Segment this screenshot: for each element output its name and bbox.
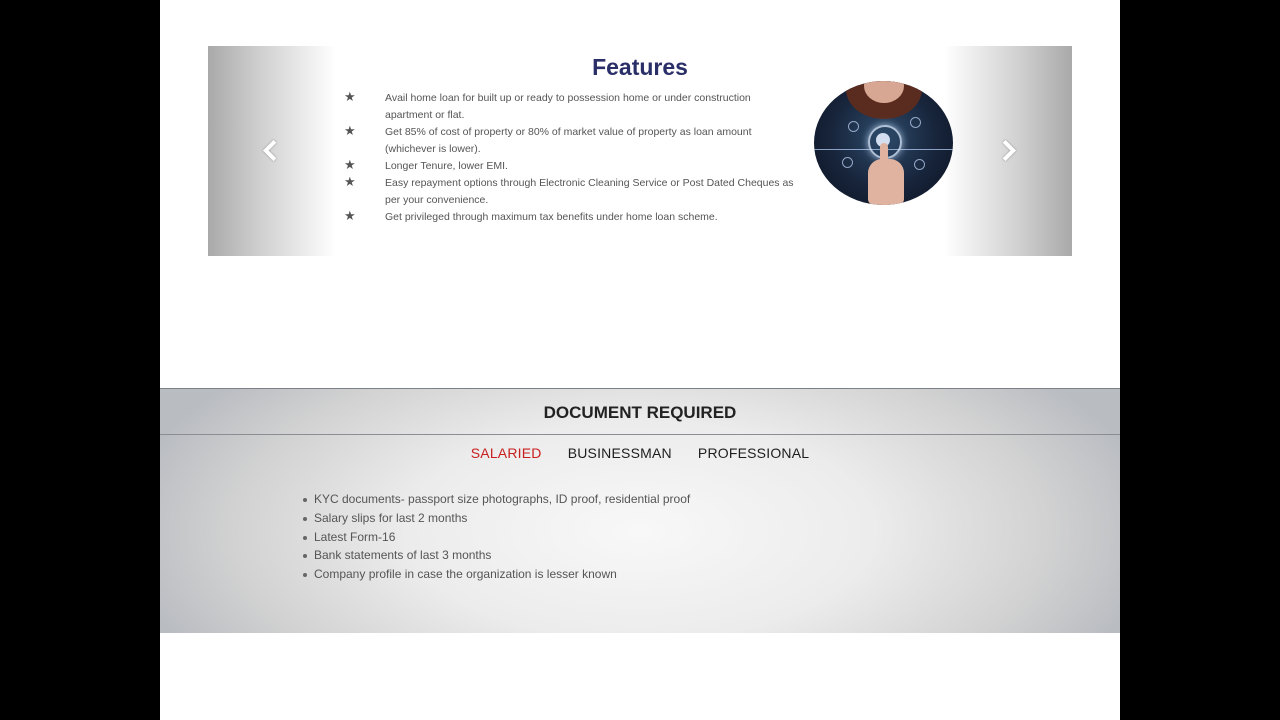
photo-dot: [848, 121, 859, 132]
star-icon: ★: [344, 208, 356, 223]
list-item: Salary slips for last 2 months: [302, 509, 690, 528]
star-icon: ★: [344, 89, 356, 104]
tab-salaried[interactable]: SALARIED: [470, 445, 542, 461]
feature-list: [344, 90, 794, 226]
list-item: KYC documents- passport size photographs, ID proof, residential proof: [302, 490, 690, 509]
chevron-left-icon: [263, 140, 284, 161]
divider: [160, 434, 1120, 435]
page: [160, 0, 1120, 720]
list-item: Latest Form-16: [302, 528, 690, 547]
documents-section: [160, 388, 1120, 633]
list-item: Bank statements of last 3 months: [302, 546, 690, 565]
photo-dot: [842, 157, 853, 168]
documents-title: DOCUMENT REQUIRED: [543, 403, 737, 422]
photo-dot: [914, 159, 925, 170]
list-item: ★ Easy repayment options through Electronic Cleaning Service or Post Dated Cheques as per your convenience.: [344, 174, 794, 206]
documents-tabs: [160, 445, 1120, 461]
list-item: ★ Longer Tenure, lower EMI.: [344, 157, 508, 172]
list-item: ★ Avail home loan for built up or ready to possession home or under construction apartment or flat.: [344, 89, 751, 121]
documents-list: [302, 490, 690, 584]
star-icon: ★: [344, 157, 356, 172]
star-icon: ★: [344, 123, 356, 138]
list-item: ★ Get 85% of cost of property or 80% of market value of property as loan amount (whichever is lower).: [344, 123, 752, 155]
tab-businessman[interactable]: BUSINESSMAN: [567, 445, 672, 461]
feature-photo: [814, 81, 953, 205]
list-item: ★ Get privileged through maximum tax benefits under home loan scheme.: [344, 208, 718, 223]
star-icon: ★: [344, 174, 356, 189]
photo-hand: [868, 159, 904, 205]
features-carousel: [208, 46, 1072, 256]
tab-professional[interactable]: PROFESSIONAL: [697, 445, 810, 461]
features-title: Features: [592, 54, 688, 80]
list-item: Company profile in case the organization is lesser known: [302, 565, 690, 584]
photo-dot: [910, 117, 921, 128]
chevron-right-icon: [995, 140, 1016, 161]
